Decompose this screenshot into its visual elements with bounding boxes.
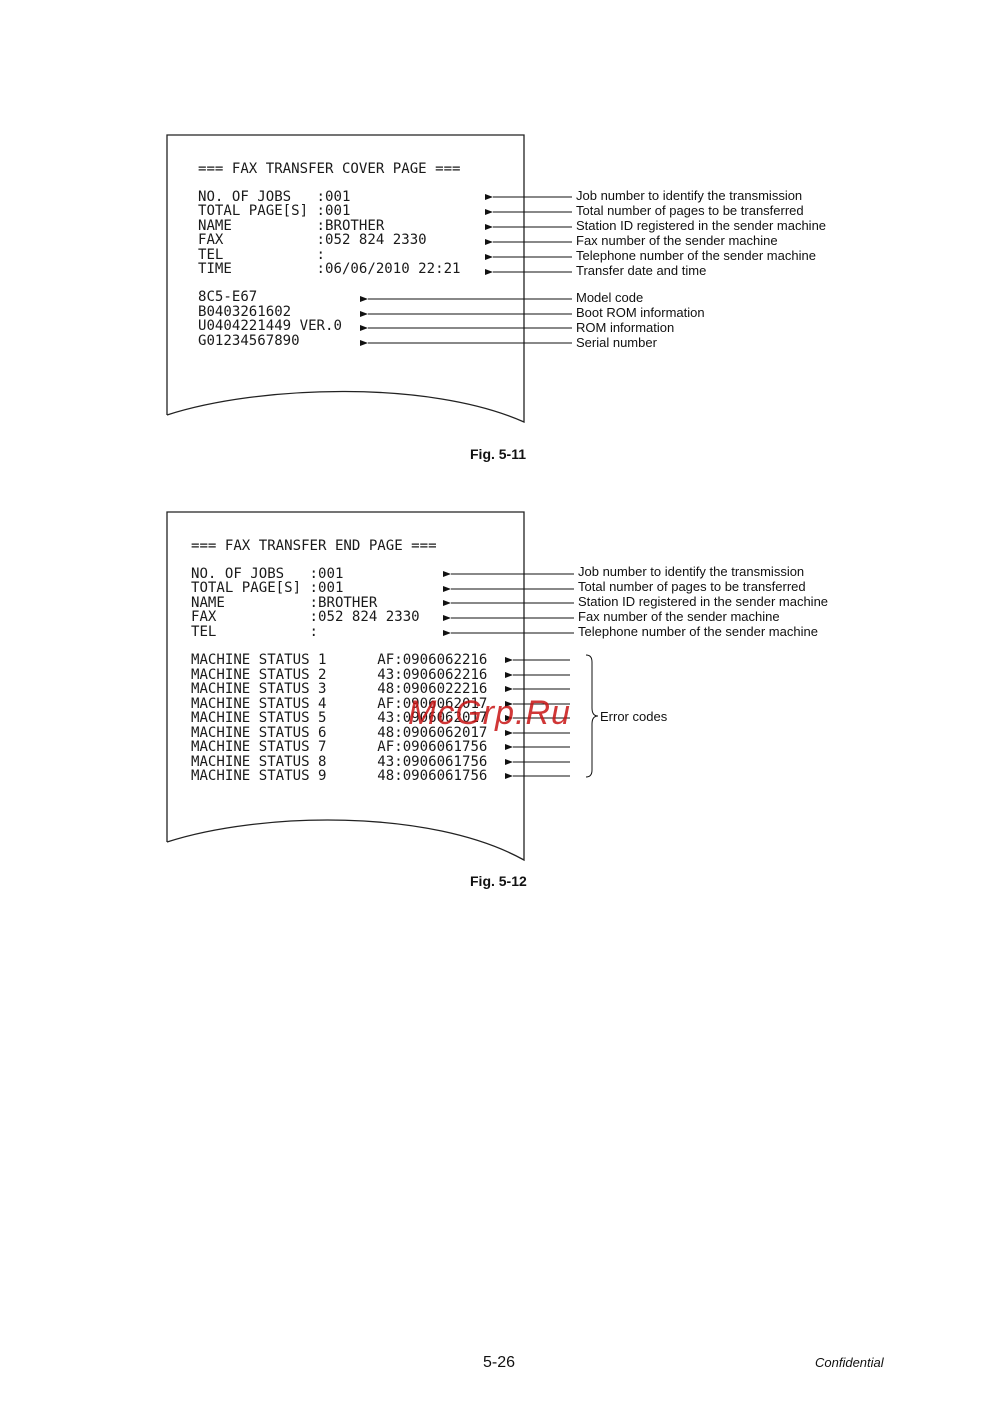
machine-status-line: MACHINE STATUS 2 43:0906062216 [191, 667, 488, 683]
annotation2-telephone: Telephone number of the sender machine [578, 624, 818, 639]
end-line-name: NAME :BROTHER [191, 595, 378, 611]
annotation2-fax-number: Fax number of the sender machine [578, 609, 780, 624]
annotation-station-id: Station ID registered in the sender machine [576, 218, 827, 233]
receipt-outline-fig1 [167, 135, 524, 422]
cover-serial-number: G01234567890 [198, 333, 300, 349]
machine-status-line: MACHINE STATUS 5 43:0906062017 [191, 710, 488, 726]
end-page-header: === FAX TRANSFER END PAGE === [191, 538, 437, 554]
end-line-pages: TOTAL PAGE[S] :001 [191, 580, 344, 596]
watermark: McGrp.Ru [408, 694, 571, 732]
cover-boot-rom: B0403261602 [198, 304, 292, 320]
machine-status-line: MACHINE STATUS 7 AF:0906061756 [191, 739, 488, 755]
figure-caption-5-12: Fig. 5-12 [470, 873, 527, 889]
error-codes-bracket [586, 655, 598, 777]
annotation2-job-number: Job number to identify the transmission [578, 564, 805, 579]
cover-line-name: NAME :BROTHER [198, 218, 385, 234]
machine-status-line: MACHINE STATUS 6 48:0906062017 [191, 725, 488, 741]
cover-model-code: 8C5-E67 [198, 289, 258, 305]
annotation-job-number: Job number to identify the transmission [576, 188, 803, 203]
machine-status-line: MACHINE STATUS 4 AF:0906062017 [191, 696, 488, 712]
annotation-boot-rom: Boot ROM information [576, 305, 705, 320]
end-line-tel: TEL : [191, 624, 319, 640]
cover-line-pages: TOTAL PAGE[S] :001 [198, 203, 351, 219]
machine-status-line: MACHINE STATUS 1 AF:0906062216 [191, 652, 488, 668]
annotation-rom-info: ROM information [576, 320, 675, 335]
machine-status-line: MACHINE STATUS 9 48:0906061756 [191, 768, 488, 784]
confidential-label: Confidential [815, 1355, 884, 1370]
annotation-total-pages: Total number of pages to be transferred [576, 203, 804, 218]
annotation-model-code: Model code [576, 290, 644, 305]
machine-status-line: MACHINE STATUS 3 48:0906022216 [191, 681, 488, 697]
annotation-serial-number: Serial number [576, 335, 657, 350]
cover-line-time: TIME :06/06/2010 22:21 [198, 261, 461, 277]
annotation-telephone: Telephone number of the sender machine [576, 248, 816, 263]
end-line-jobs: NO. OF JOBS :001 [191, 566, 344, 582]
annotation-fax-number: Fax number of the sender machine [576, 233, 778, 248]
cover-line-jobs: NO. OF JOBS :001 [198, 189, 351, 205]
annotation-error-codes: Error codes [600, 709, 668, 724]
cover-rom-info: U0404221449 VER.0 [198, 318, 342, 334]
annotation2-station-id: Station ID registered in the sender machine [578, 594, 829, 609]
annotation-date-time: Transfer date and time [576, 263, 707, 278]
page-number: 5-26 [483, 1354, 516, 1371]
figure-caption-5-11: Fig. 5-11 [470, 446, 527, 462]
cover-line-tel: TEL : [198, 247, 326, 263]
end-line-fax: FAX :052 824 2330 [191, 609, 420, 625]
cover-page-header: === FAX TRANSFER COVER PAGE === [198, 161, 461, 177]
cover-line-fax: FAX :052 824 2330 [198, 232, 427, 248]
annotation2-total-pages: Total number of pages to be transferred [578, 579, 806, 594]
machine-status-line: MACHINE STATUS 8 43:0906061756 [191, 754, 488, 770]
